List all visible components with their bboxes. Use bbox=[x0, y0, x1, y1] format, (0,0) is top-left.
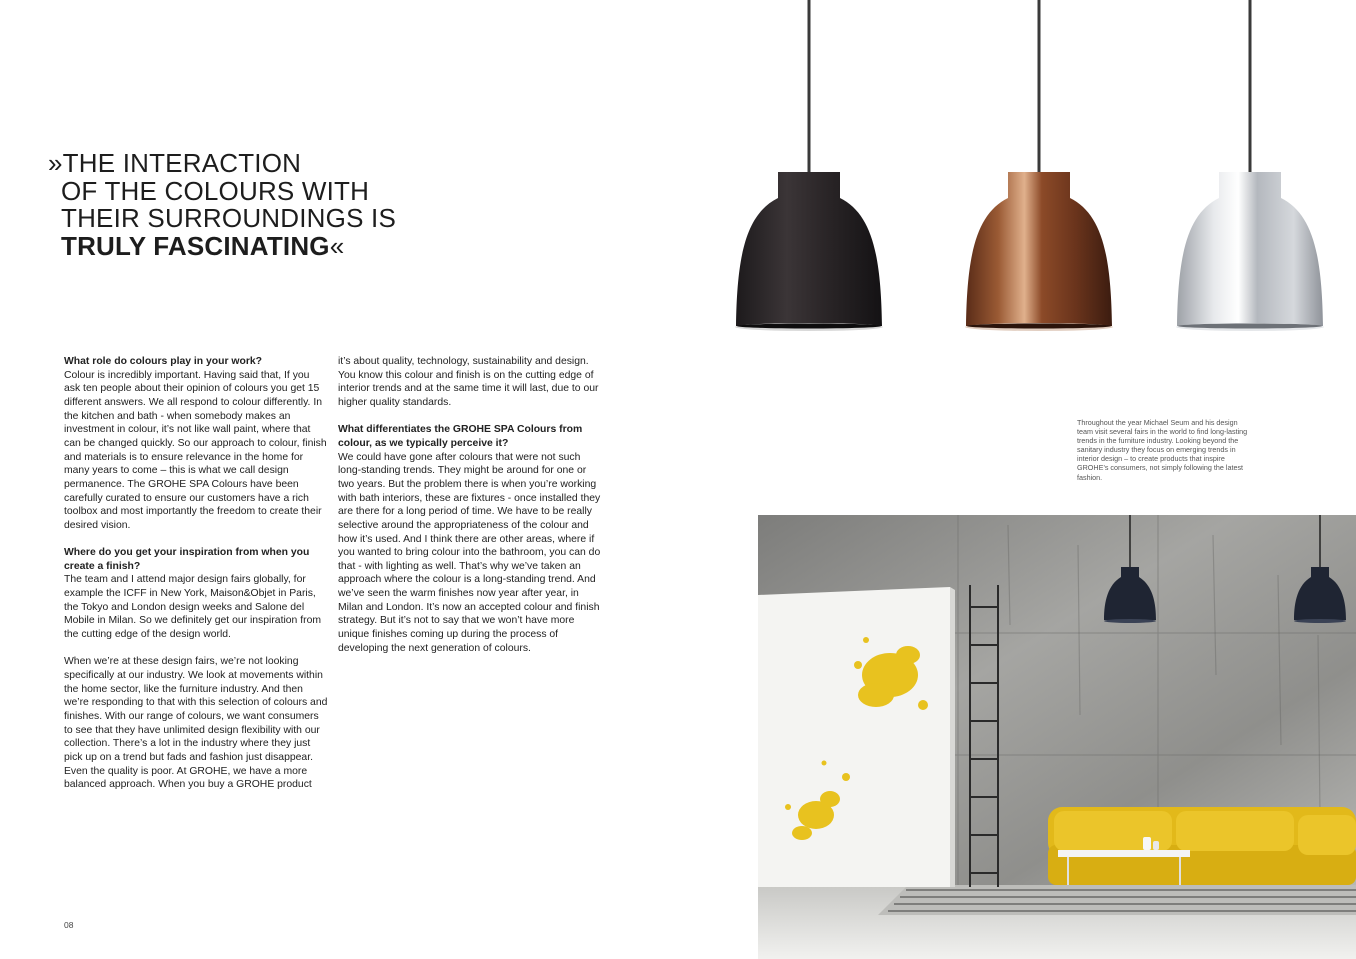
quote-close-mark: « bbox=[329, 230, 345, 261]
qa-block-1 bbox=[64, 355, 328, 533]
copper-lamp bbox=[965, 0, 1113, 331]
qa-block-2 bbox=[64, 546, 328, 642]
pendant-lamps-photo bbox=[700, 0, 1356, 345]
striped-rug bbox=[878, 885, 1356, 915]
quote-line-1: THE INTERACTION bbox=[62, 148, 302, 178]
interior-room-photo bbox=[758, 515, 1356, 959]
interview-column-1 bbox=[64, 355, 328, 806]
quote-line-3: THEIR SURROUNDINGS IS bbox=[61, 203, 397, 233]
quote-line-2: OF THE COLOURS WITH bbox=[61, 175, 370, 206]
quote-open-mark: » bbox=[48, 148, 63, 178]
pull-quote bbox=[48, 150, 396, 260]
question-1: What role do colours play in your work? bbox=[64, 356, 263, 367]
answer-paragraph-3: When we’re at these design fairs, we’re not looking specifically at our industry. We look at movements within the home sector, like the furniture industry. And then we’re responding to that with this selection of colours and finishes. With our range of colours, we want consumers to see that they have unlimited design flexibility with our collection. There’s a lot in the industry where they just pick up on a trend but fads and fashion just disappear. Even the quality is poor. At GROHE, we have a more balanced approach. When you buy a GROHE product bbox=[64, 656, 328, 791]
silver-lamp bbox=[1176, 0, 1324, 331]
answer-5: We could have gone after colours that were not such long-standing trends. They might be around for one or two years. But the problem there is when you’re working with bath interiors, these are fixtures - once installed they are there for a long period of time. We have to be really selective around the appropriateness of the colour and how it’s used. And I think there are other areas, where if you wanted to bring colour into the bathroom, you can do that - with lighting as well. That’s why we’ve taken an approach where the colour is a long-standing trend. And we’ve seen the warm finishes now year after year, in Milan and London. It’s now an accepted colour and finish strategy. But it’s not to say that we won’t have more unique finishes coming up during the process of developing the next generation of colours. bbox=[338, 451, 601, 654]
black-lamp bbox=[735, 0, 883, 331]
photo-caption: Throughout the year Michael Seum and his design team visit several fairs in the world to find long-lasting trends in the furniture industry. Looking beyond the sanitary industry they focus on emerging trends in interior design – to create products that inspire GROHE’s consumers, not simply following the latest fashion. bbox=[1077, 418, 1248, 482]
answer-2: The team and I attend major design fairs globally, for example the ICFF in New York, Maison&Objet in Paris, the Tokyo and London design weeks and Salone del Mobile in Milan. So we definitely get our inspiration from the cutting edge of the design world. bbox=[64, 574, 322, 641]
answer-paragraph-4: it’s about quality, technology, sustainability and design. You know this colour and finish is on the cutting edge of interior trends and at the same time it will last, due to our higher quality standards. bbox=[338, 356, 599, 408]
question-3: What differentiates the GROHE SPA Colours from colour, as we typically perceive it? bbox=[338, 424, 583, 449]
answer-1: Colour is incredibly important. Having said that, If you ask ten people about their opinion of colours you get 15 different answers. We all respond to colour differently. In the kitchen and bath - when somebody makes an investment in colour, it’s not like wall paint, where that can be changed quickly. So our approach to colour, finish and materials is to ensure relevance in the home for many years to come – this is what we call design permanence. The GROHE SPA Colours have been carefully curated to ensure our customers have a rich toolbox and most importantly the freedom to create their desired vision. bbox=[64, 369, 327, 531]
question-2: Where do you get your inspiration from when you create a finish? bbox=[64, 547, 310, 572]
quote-line-4-bold: TRULY FASCINATING bbox=[61, 230, 330, 261]
page-number: 08 bbox=[64, 920, 74, 930]
splatter-canvas bbox=[758, 587, 955, 887]
yellow-sofa bbox=[1048, 807, 1356, 885]
qa-block-3 bbox=[338, 423, 602, 655]
interview-column-2 bbox=[338, 355, 602, 669]
